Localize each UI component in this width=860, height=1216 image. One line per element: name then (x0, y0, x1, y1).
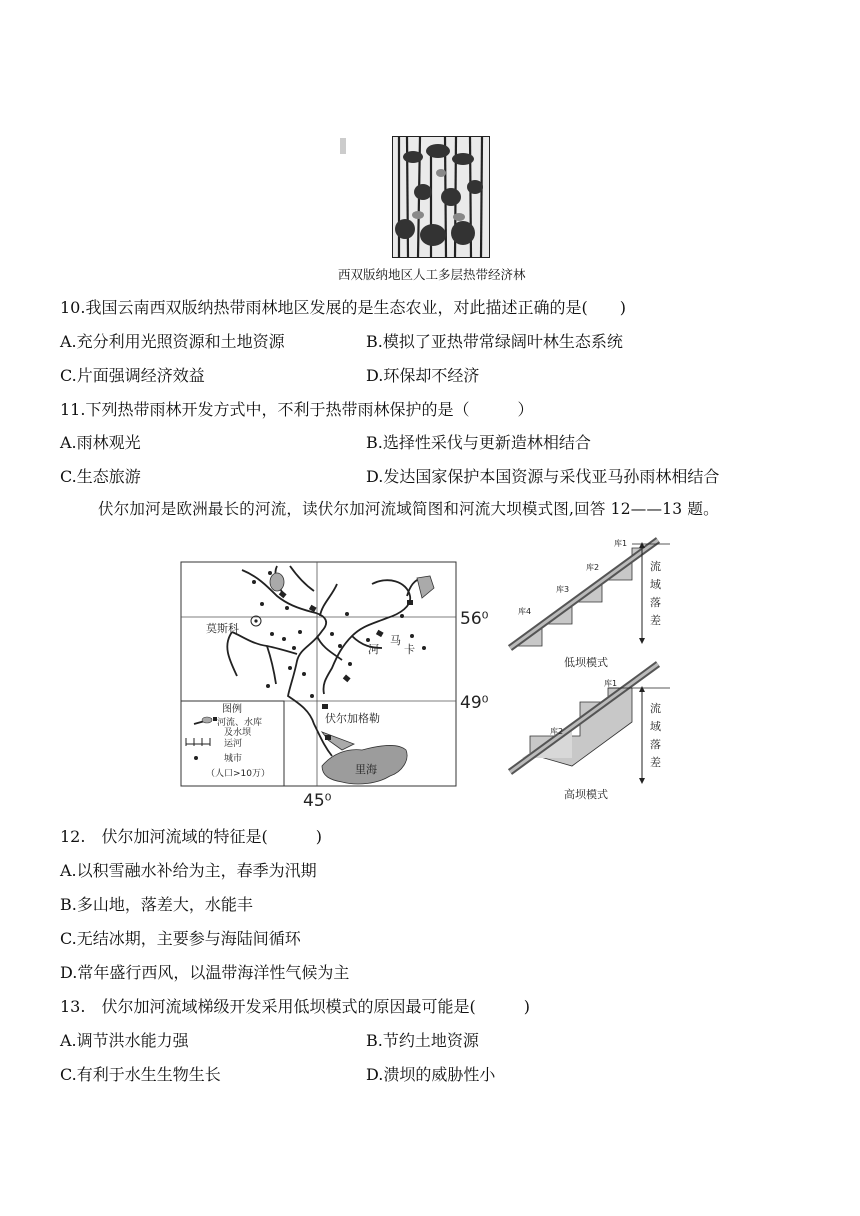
question-13-stem: 13. 伏尔加河流域梯级开发采用低坝模式的原因最可能是( ) (60, 997, 530, 1016)
low-reservoir-4: 库4 (518, 607, 532, 616)
high-drop-label-1: 流 (650, 702, 661, 715)
low-drop-label-3: 落 (650, 596, 661, 609)
question-10-stem: 10.我国云南西双版纳热带雨林地区发展的是生态农业，对此描述正确的是( ) (60, 298, 626, 317)
map-caspian-label: 里海 (355, 763, 377, 776)
question-13-option-b[interactable]: B.节约土地资源 (366, 1031, 479, 1050)
low-dam-caption: 低坝模式 (564, 656, 608, 669)
map-lat-49: 49⁰ (460, 693, 489, 713)
question-11-option-b[interactable]: B.选择性采伐与更新造林相结合 (366, 433, 591, 452)
question-13-option-d[interactable]: D.溃坝的威胁性小 (366, 1065, 496, 1084)
map-moscow-label: 莫斯科 (206, 622, 239, 635)
volga-figure (172, 536, 692, 816)
question-11-option-d[interactable]: D.发达国家保护本国资源与采伐亚马孙雨林相结合 (366, 467, 720, 486)
low-reservoir-3: 库3 (556, 585, 570, 594)
low-reservoir-1: 库1 (614, 539, 628, 548)
map-ka-label: 卡 (404, 643, 415, 656)
low-drop-label-1: 流 (650, 560, 661, 573)
legend-river-2: 及水坝 (224, 728, 252, 738)
question-12-option-c[interactable]: C.无结冰期，主要参与海陆间循环 (60, 929, 301, 948)
question-13-option-a[interactable]: A.调节洪水能力强 (60, 1031, 189, 1050)
question-10-option-d[interactable]: D.环保却不经济 (366, 366, 480, 385)
question-10-option-c[interactable]: C.片面强调经济效益 (60, 366, 205, 385)
question-12-option-d[interactable]: D.常年盛行西风，以温带海洋性气候为主 (60, 963, 350, 982)
map-lon-45: 45⁰ (303, 791, 332, 811)
map-ma-label: 马 (390, 634, 401, 647)
legend-canal: 运河 (224, 739, 243, 749)
question-11-option-c[interactable]: C.生态旅游 (60, 467, 141, 486)
passage-intro: 伏尔加河是欧洲最长的河流，读伏尔加河流域简图和河流大坝模式图,回答 12——13 题。 (98, 500, 719, 518)
high-reservoir-2: 库2 (550, 727, 564, 736)
low-drop-label-4: 差 (650, 614, 661, 627)
low-reservoir-2: 库2 (586, 563, 600, 572)
question-10-option-b[interactable]: B.模拟了亚热带常绿阔叶林生态系统 (366, 332, 623, 351)
high-reservoir-1: 库1 (604, 679, 618, 688)
question-12-stem: 12. 伏尔加河流域的特征是( ) (60, 827, 322, 846)
legend-title: 图例 (222, 704, 242, 715)
low-drop-label-2: 域 (650, 578, 661, 591)
high-dam-caption: 高坝模式 (564, 788, 608, 801)
question-11-option-a[interactable]: A.雨林观光 (60, 433, 141, 452)
map-he-label: 河 (368, 643, 379, 656)
question-11-stem: 11.下列热带雨林开发方式中，不利于热带雨林保护的是（ ） (60, 400, 534, 419)
map-lat-56: 56⁰ (460, 609, 489, 629)
high-drop-label-4: 差 (650, 756, 661, 769)
question-12-option-a[interactable]: A.以积雪融水补给为主，春季为汛期 (60, 861, 317, 880)
question-12-option-b[interactable]: B.多山地，落差大，水能丰 (60, 895, 253, 914)
figure-caption: 西双版纳地区人工多层热带经济林 (338, 267, 526, 282)
question-13-option-c[interactable]: C.有利于水生生物生长 (60, 1065, 221, 1084)
legend-river-1: 河流、水库 (217, 718, 263, 728)
map-volgograd-label: 伏尔加格勒 (325, 712, 380, 725)
tropical-forest-image (392, 136, 490, 258)
legend-city-2: （人口>10万） (206, 769, 270, 779)
question-10-option-a[interactable]: A.充分利用光照资源和土地资源 (60, 332, 285, 351)
high-drop-label-3: 落 (650, 738, 661, 751)
forest-figure-marker (340, 138, 346, 154)
legend-city-1: 城市 (224, 754, 243, 764)
high-drop-label-2: 域 (650, 720, 661, 733)
